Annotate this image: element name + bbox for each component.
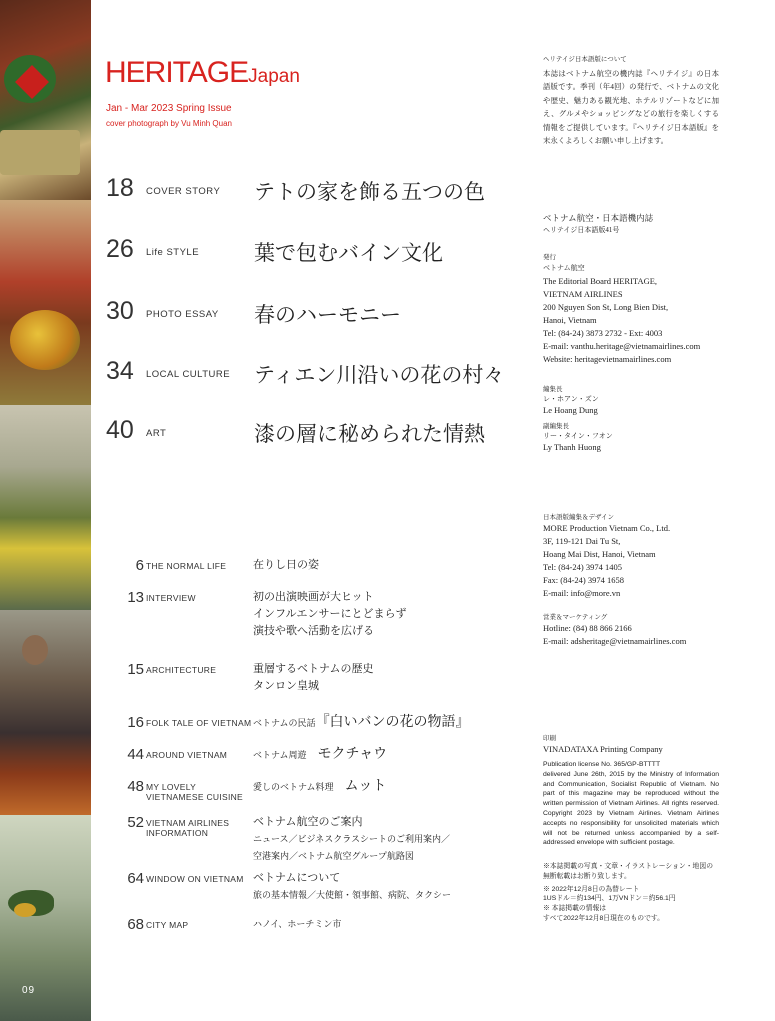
feature-title: 葉で包むバイン文化	[254, 241, 443, 265]
item-page: 44	[127, 746, 144, 763]
item-text: ベトナムについて 旅の基本情報／大使館・領事館、病院、タクシー	[253, 872, 452, 900]
magazine-info: ベトナム航空・日本語機内誌 ヘリテイジ日本語版41号	[543, 213, 654, 234]
page-number: 09	[22, 985, 36, 996]
item-text: ベトナム周遊 モクチャウ	[253, 747, 388, 762]
license-title: Publication license No. 365/GP-BTTTT	[543, 761, 661, 768]
bird-photo	[0, 815, 91, 1021]
item-page: 15	[127, 661, 144, 678]
item-category: CITY MAP	[146, 920, 189, 930]
item-category: WINDOW ON VIETNAM	[146, 874, 244, 884]
item-text: ハノイ、ホーチミン市	[253, 919, 342, 929]
item-category: ARCHITECTURE	[146, 665, 217, 675]
advertising-info: 営業＆マーケティング Hotline: (84) 88 866 2166 E-mail: adsheritage@vietnamairlines.com	[543, 614, 687, 646]
feature-item[interactable]	[106, 416, 516, 450]
printing-info: 印刷 VINADATAXA Printing Company Publication license No. 365/GP-BTTTT delivered June 26th, 2015 by the Ministry of Information and Communication, Socialist Republic of Vietnam. No part of this magazine may be reproduced without the written permission of Vietnam Airlines. All rights reserved. Copyright 2023 by Vietnam Airlines. Vietnam Airlines accepts no responsibility for unsolicited materials which will not be returned unless accompanied by a self-addressed envelope with sufficient postage.	[543, 735, 719, 847]
item-category: MY LOVELY VIETNAMESE CUISINE	[146, 782, 244, 802]
item-text: 重層するベトナムの歴史 タンロン皇城	[253, 663, 374, 692]
item-text: ベトナム航空のご案内 ニュース／ビジネスクラスシートのご利用案内／ 空港案内／ベトナム航空グループ航路図	[253, 816, 451, 861]
item-page: 52	[127, 814, 144, 831]
photo-strip	[0, 0, 91, 1021]
artist-head-shape	[22, 635, 48, 665]
item-text: 愛しのベトナム料理 ムット	[253, 779, 387, 794]
feature-category: LOCAL CULTURE	[146, 369, 231, 380]
feature-page: 34	[106, 357, 134, 385]
fruit-shape	[10, 310, 80, 370]
heritage-logo	[105, 56, 300, 90]
feature-item[interactable]	[106, 235, 516, 269]
item-page: 6	[135, 557, 144, 574]
feature-item[interactable]	[106, 357, 516, 391]
item-text: 初の出演映画が大ヒット インフルエンサーにとどまらず 演技や歌へ活動を広げる	[253, 591, 407, 637]
feature-category: PHOTO ESSAY	[146, 309, 219, 320]
notes-info: ※本誌掲載の写真・文章・イラストレーション・地図の無断転載はお断り致します。 ※ 2022年12月8日の為替レート 1USドル＝約134円、1万VNドン＝約56.1円 ※ 本誌掲載の情報は すべて2022年12月8日現在のものです。	[543, 863, 713, 922]
logo-main: HERITAGE	[105, 56, 249, 89]
feature-category: Life STYLE	[146, 247, 200, 258]
feature-page: 18	[106, 174, 134, 202]
cake-shape	[0, 130, 80, 175]
feature-item[interactable]	[106, 297, 516, 331]
item-page: 48	[127, 778, 144, 795]
item-text: ベトナムの民話『白いバンの花の物語』	[253, 715, 470, 730]
item-page: 64	[127, 870, 144, 887]
cover-credit: cover photograph by Vu Minh Quan	[106, 119, 233, 128]
item-category: VIETNAM AIRLINES INFORMATION	[146, 818, 230, 838]
license-body: delivered June 26th, 2015 by the Ministry of Information and Communication, Socialist Republic of Vietnam. No part of this magazine may be reproduced without the written permission of Vietnam Airlines. All rights reserved. Copyright 2023 by Vietnam Airlines. Vietnam Airlines accepts no responsibility for unsolicited materials which will not be returned unless accompanied by a self-addressed envelope with sufficient postage.	[543, 770, 719, 847]
feature-category: ART	[146, 428, 167, 439]
about-section: ヘリテイジ日本語版について 本誌はベトナム航空の機内誌『ヘリテイジ』の日本語版です。季刊（年4回）の発行で、ベトナムの文化や歴史、魅力ある観光地、ホテルリゾートなどに加え、グルメやショッピングなどの旅行を楽しくする情報をご提供しています。『ヘリテイジ日本語版』を末永くよろしくお願い申し上げます。	[543, 56, 771, 147]
production-info: 日本語版編集＆デザイン MORE Production Vietnam Co., Ltd. 3F, 119-121 Dai Tu St, Hoang Mai Dist, Hanoi, Vietnam Tel: (84-24) 3974 1405 Fax: (84-24) 3974 1658 E-mail: info@more.vn	[543, 514, 671, 598]
editor-info: 編集長 レ・ホアン・ズン Le Hoang Dung 副編集長 リー・タイン・フオン Ly Thanh Huong	[543, 386, 613, 452]
feature-title: 漆の層に秘められた情熱	[254, 422, 485, 446]
feature-title: テトの家を飾る五つの色	[254, 180, 485, 204]
bird-breast-shape	[14, 903, 36, 917]
feature-title: ティエン川沿いの花の村々	[254, 363, 505, 387]
item-page: 16	[127, 714, 144, 731]
feature-category: COVER STORY	[146, 186, 221, 197]
feature-page: 30	[106, 297, 134, 325]
item-category: FOLK TALE OF VIETNAM	[146, 718, 252, 728]
feature-page: 26	[106, 235, 134, 263]
flower-boat-photo	[0, 405, 91, 610]
feature-page: 40	[106, 416, 134, 444]
about-body: 本誌はベトナム航空の機内誌『ヘリテイジ』の日本語版です。季刊（年4回）の発行で、ベトナムの文化や歴史、魅力ある観光地、ホテルリゾートなどに加え、グルメやショッピングなどの旅行を楽しくする情報をご提供しています。『ヘリテイジ日本語版』を末永くよろしくお願い申し上げます。	[543, 69, 719, 146]
issue-date: Jan - Mar 2023 Spring Issue	[106, 103, 232, 114]
feature-item[interactable]	[106, 174, 516, 208]
lacquer-artist-photo	[0, 610, 91, 815]
item-category: AROUND VIETNAM	[146, 750, 228, 760]
tet-table-photo	[0, 0, 91, 200]
publisher-info: 発行 ベトナム航空 The Editorial Board HERITAGE, VIETNAM AIRLINES 200 Nguyen Son St, Long Bien Dist, Hanoi, Vietnam Tel: (84-24) 3873 2732 - Ext: 4003 E-mail: vanthu.heritage@vietnamairlines.com Website: heritagevietnamairlines.com	[543, 254, 701, 364]
logo-sub: Japan	[248, 66, 300, 87]
fruit-altar-photo	[0, 200, 91, 405]
item-page: 68	[127, 916, 144, 933]
item-text: 在りし日の姿	[253, 559, 319, 571]
item-category: THE NORMAL LIFE	[146, 561, 227, 571]
item-page: 13	[127, 589, 144, 606]
feature-title: 春のハーモニー	[254, 303, 401, 327]
item-category: INTERVIEW	[146, 593, 196, 603]
